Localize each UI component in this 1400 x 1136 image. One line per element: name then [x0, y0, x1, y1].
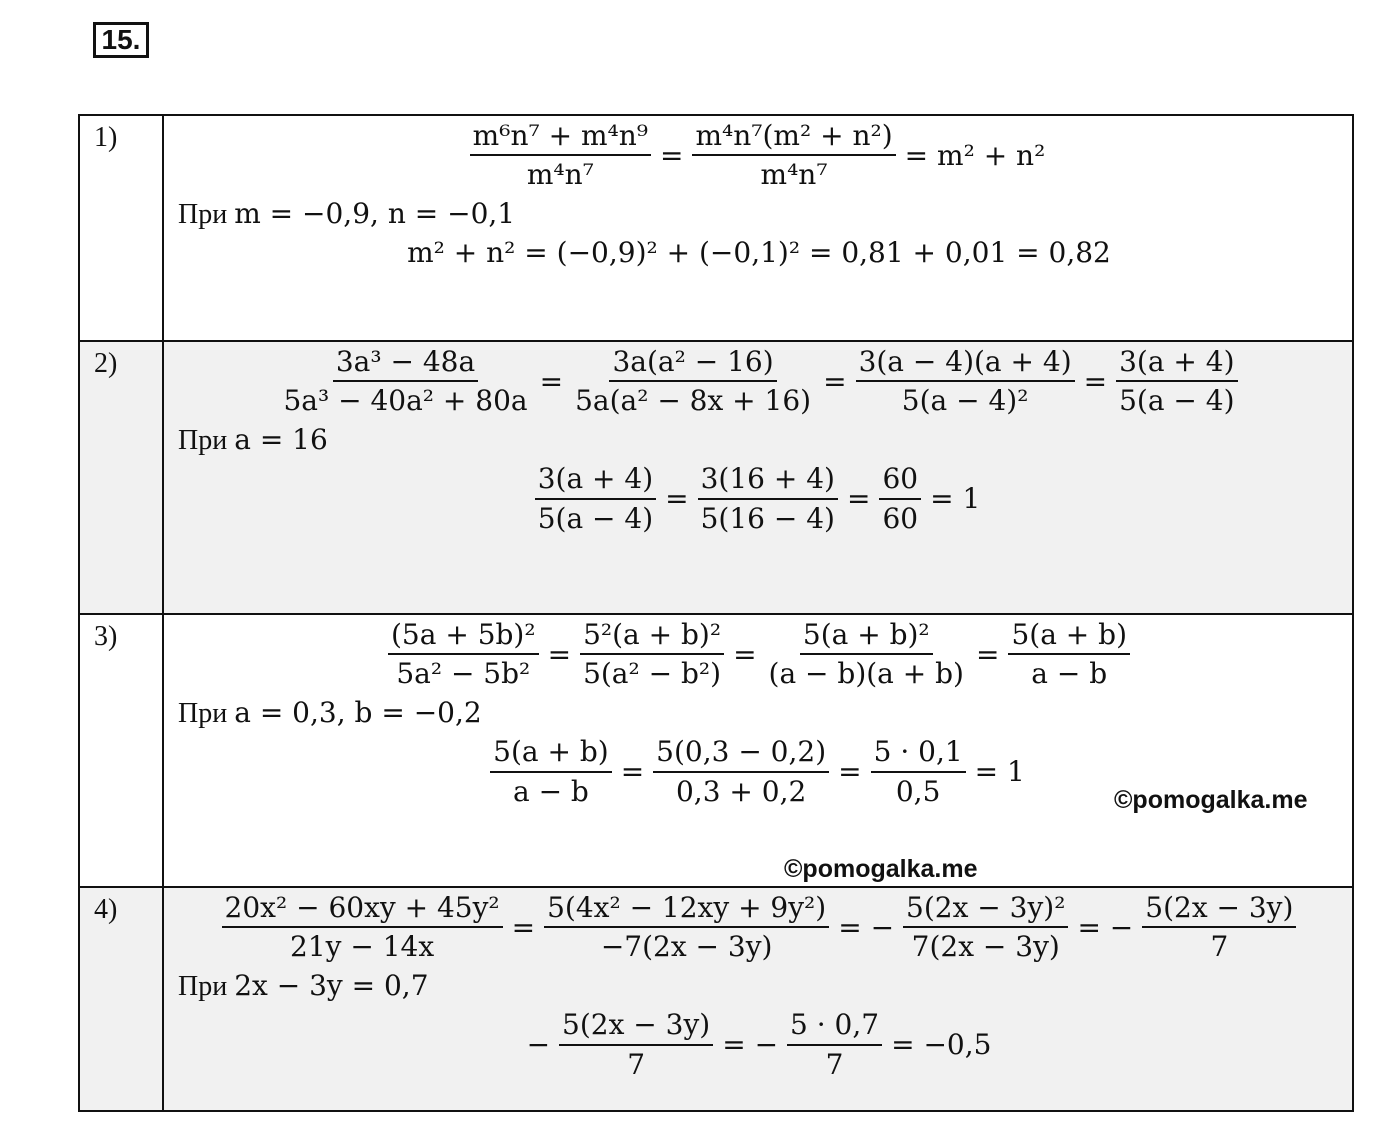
fraction — [490, 736, 612, 807]
fraction — [222, 892, 503, 963]
condition — [178, 423, 1342, 457]
fraction — [879, 463, 921, 534]
fraction — [766, 619, 967, 690]
simplification-equation — [176, 120, 1342, 191]
numerator: 3a³ − 48a — [333, 346, 478, 382]
equals-sign: = — [838, 754, 862, 788]
solution-row-2 — [79, 341, 1353, 614]
denominator: m⁴n⁷ — [760, 158, 828, 192]
solution-row-3 — [79, 614, 1353, 887]
denominator: m⁴n⁷ — [526, 158, 594, 192]
condition-expression: 2x − 3y = 0,7 — [234, 969, 429, 1003]
denominator: 21y − 14x — [290, 930, 435, 964]
denominator: 7(2x − 3y) — [911, 930, 1060, 964]
equals-sign: = — [660, 138, 684, 172]
numerator: (5a + 5b)² — [388, 619, 539, 655]
fraction — [580, 619, 724, 690]
fraction — [280, 346, 530, 417]
numerator: 60 — [879, 463, 921, 499]
numerator: 3(a − 4)(a + 4) — [856, 346, 1075, 382]
condition-expression: a = 0,3, b = −0,2 — [234, 696, 482, 730]
solution-row-1 — [79, 115, 1353, 341]
numerator: 5(a + b) — [490, 736, 612, 772]
numerator: 20x² − 60xy + 45y² — [222, 892, 503, 928]
fraction — [388, 619, 539, 690]
numerator: 5 · 0,7 — [787, 1009, 882, 1045]
denominator: 5a(a² − 8x + 16) — [575, 384, 812, 418]
equals-sign: = — [547, 637, 572, 671]
denominator: 0,3 + 0,2 — [675, 774, 807, 808]
condition — [178, 969, 1342, 1003]
equals-sign: = — [975, 637, 1000, 671]
numerator: 5(0,3 − 0,2) — [653, 736, 829, 772]
fraction — [856, 346, 1075, 417]
fraction — [470, 120, 651, 191]
denominator: 0,5 — [895, 774, 941, 808]
equals-sign: = — [733, 637, 757, 671]
fraction — [787, 1009, 882, 1080]
numerator: 5(4x² − 12xy + 9y²) — [544, 892, 829, 928]
numerator: 5²(a + b)² — [580, 619, 724, 655]
fraction — [572, 346, 814, 417]
condition-label: При — [178, 698, 228, 730]
denominator: 7 — [825, 1047, 844, 1081]
numerator: m⁶n⁷ + m⁴n⁹ — [470, 120, 651, 156]
numerator: m⁴n⁷(m² + n²) — [692, 120, 895, 156]
equation-tail: = −0,5 — [891, 1027, 992, 1061]
fraction — [1142, 892, 1296, 963]
denominator: 5a² − 5b² — [396, 657, 531, 691]
equals-sign: = — [620, 754, 645, 788]
row-content — [163, 341, 1353, 614]
equation-tail: = 1 — [974, 754, 1025, 788]
equals-minus-sign: = − — [1077, 910, 1134, 944]
fraction — [871, 736, 966, 807]
solution-row-4 — [79, 887, 1353, 1111]
condition-expression: m = −0,9, n = −0,1 — [234, 197, 516, 231]
denominator: 5(16 − 4) — [700, 501, 835, 535]
numerator: 5(2x − 3y) — [559, 1009, 713, 1045]
equals-sign: = — [823, 364, 847, 398]
numerator: 3a(a² − 16) — [609, 346, 776, 382]
denominator: 7 — [627, 1047, 646, 1081]
denominator: 5(a² − b²) — [583, 657, 722, 691]
row-number: 3) — [79, 614, 163, 887]
equals-sign: = — [1083, 364, 1108, 398]
row-content — [163, 887, 1353, 1111]
denominator: 60 — [882, 501, 919, 535]
condition-expression: a = 16 — [234, 423, 328, 457]
numerator: 5(2x − 3y)² — [903, 892, 1068, 928]
solution-table — [78, 114, 1354, 1112]
condition — [178, 696, 1342, 730]
denominator: a − b — [512, 774, 589, 808]
fraction — [535, 463, 656, 534]
equals-sign: = — [539, 364, 564, 398]
equation-tail: = 1 — [930, 481, 981, 515]
simplification-equation — [176, 346, 1342, 417]
row-content — [163, 115, 1353, 341]
equals-sign: = — [846, 481, 871, 515]
row-number: 2) — [79, 341, 163, 614]
denominator: (a − b)(a + b) — [768, 657, 964, 691]
numerator: 5(a + b) — [1008, 619, 1130, 655]
denominator: 5(a − 4)² — [901, 384, 1029, 418]
equals-minus-sign: = − — [838, 910, 895, 944]
denominator: a − b — [1031, 657, 1108, 691]
numerator: 5 · 0,1 — [871, 736, 966, 772]
watermark: ©pomogalka.me — [784, 855, 978, 883]
condition-label: При — [178, 971, 228, 1003]
row-content — [163, 614, 1353, 887]
fraction — [698, 463, 838, 534]
denominator: 5(a − 4) — [1119, 384, 1235, 418]
condition-label: При — [178, 425, 228, 457]
fraction — [559, 1009, 713, 1080]
row-number: 4) — [79, 887, 163, 1111]
equals-sign: = — [511, 910, 536, 944]
simplification-equation — [176, 619, 1342, 690]
numerator: 3(a + 4) — [535, 463, 656, 499]
task-number: 15. — [93, 22, 149, 58]
condition — [178, 197, 1342, 231]
evaluation-equation — [176, 463, 1342, 534]
numerator: 3(a + 4) — [1116, 346, 1237, 382]
fraction — [1008, 619, 1130, 690]
numerator: 3(16 + 4) — [698, 463, 838, 499]
fraction — [692, 120, 895, 191]
numerator: 5(a + b)² — [800, 619, 933, 655]
simplification-equation — [176, 892, 1342, 963]
watermark: ©pomogalka.me — [1114, 786, 1308, 814]
denominator: 5(a − 4) — [537, 501, 654, 535]
evaluation-equation: m² + n² = (−0,9)² + (−0,1)² = 0,81 + 0,01 = 0,82 — [407, 236, 1111, 270]
numerator: 5(2x − 3y) — [1142, 892, 1296, 928]
evaluation-equation — [176, 1009, 1342, 1080]
fraction — [903, 892, 1068, 963]
equation-tail: = m² + n² — [904, 138, 1046, 172]
condition-label: При — [178, 199, 228, 231]
equals-minus-sign: = − — [722, 1027, 779, 1061]
row-number: 1) — [79, 115, 163, 341]
denominator: 5a³ − 40a² + 80a — [283, 384, 528, 418]
fraction — [544, 892, 829, 963]
denominator: 7 — [1210, 930, 1229, 964]
fraction — [1116, 346, 1237, 417]
minus-sign: − — [526, 1027, 551, 1061]
fraction — [653, 736, 829, 807]
denominator: −7(2x − 3y) — [600, 930, 773, 964]
equals-sign: = — [665, 481, 689, 515]
